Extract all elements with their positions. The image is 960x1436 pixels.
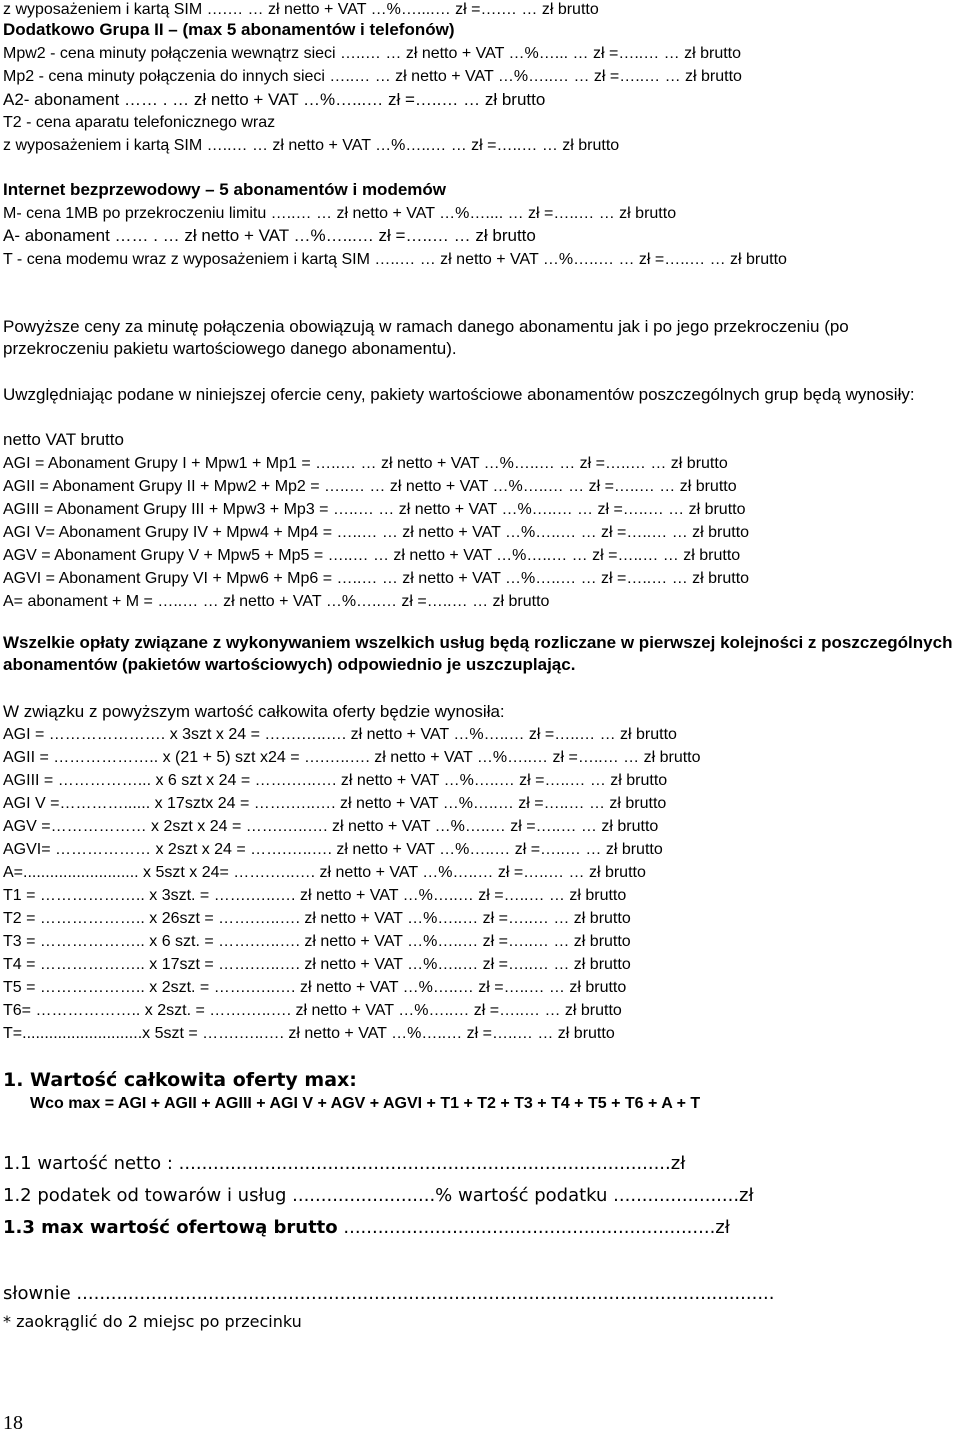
rounding-note: * zaokrąglić do 2 miejsc po przecinku: [3, 1312, 302, 1331]
sim-line: z wyposażeniem i kartą SIM ….… … zł netto + VAT …%…....… zł =….… … zł brutto: [3, 1, 599, 18]
packages-paragraph: Uwzględniając podane w niniejszej ofercie ceny, pakiety wartościowe abonamentów poszczególnych grup będą wynosiły:: [3, 385, 915, 404]
prices-paragraph: Powyższe ceny za minutę połączenia obowiązują w ramach danego abonamentu jak i po jego przekroczeniu (po przekroczeniu pakietu wartościowego danego abonamentu).: [3, 317, 849, 358]
total-row: A=.......................... x 5szt x 24= …….…..…. zł netto + VAT …%…..… zł =…..… … zł brutto: [3, 864, 646, 881]
gross-value-line: [3, 1216, 730, 1240]
group-row: AGVI = Abonament Grupy VI + Mpw6 + Mp6 = …..… … zł netto + VAT …%…..… … zł =…..… … zł brutto: [3, 570, 750, 587]
internet-m-line: M- cena 1MB po przekroczeniu limitu …..… … zł netto + VAT …%….... … zł =…..… … zł brutto: [3, 205, 677, 222]
netto-vat-brutto: netto VAT brutto: [3, 430, 124, 449]
section-1-heading: 1. Wartość całkowita oferty max:: [3, 1069, 357, 1091]
total-row: T5 = ……………….. x 2szt. = …….…..…. zł netto + VAT …%…..… zł =…..… … zł brutto: [3, 979, 627, 996]
t2-line: T2 - cena aparatu telefonicznego wraz: [3, 114, 276, 131]
group-row: AGIII = Abonament Grupy III + Mpw3 + Mp3 = …..… … zł netto + VAT …%…..… … zł =…..… … zł brutto: [3, 501, 746, 518]
group-row: A= abonament + M = …..… … zł netto + VAT …%…..… zł =…..… … zł brutto: [3, 593, 550, 610]
total-row: T4 = ……………….. x 17szt = …….…..…. zł netto + VAT …%…..… zł =…..… … zł brutto: [3, 956, 631, 973]
mp2-line: Mp2 - cena minuty połączenia do innych sieci …..… … zł netto + VAT …%…..… … zł =…..… … zł brutto: [3, 68, 742, 85]
group-ii-heading: Dodatkowo Grupa II – (max 5 abonamentów i telefonów): [3, 20, 455, 39]
page-number: 18: [3, 1412, 23, 1434]
gross-value-dots: .................................................................zł: [337, 1217, 730, 1238]
internet-a-line: A- abonament …… . … zł netto + VAT …%…...… zł =…..… … zł brutto: [3, 226, 536, 245]
internet-heading: Internet bezprzewodowy – 5 abonamentów i modemów: [3, 180, 447, 199]
total-row: T=...........................x 5szt = …….…..…. zł netto + VAT …%…..… zł =…..… … zł brutto: [3, 1025, 615, 1042]
settlement-paragraph: Wszelkie opłaty związane z wykonywaniem wszelkich usług będą rozliczane w pierwszej kolejności z poszczególnych abonamentów (pakietów wartościowych) odpowiednio je uszczuplając.: [3, 633, 953, 674]
total-row: T1 = ……………….. x 3szt. = …….…..…. zł netto + VAT …%…..… zł =…..… … zł brutto: [3, 887, 627, 904]
wco-formula: Wco max = AGI + AGII + AGIII + AGI V + AGV + AGVI + T1 + T2 + T3 + T4 + T5 + T6 + A + T: [30, 1095, 701, 1112]
total-intro: W związku z powyższym wartość całkowita oferty będzie wynosiła:: [3, 702, 505, 721]
group-row: AGII = Abonament Grupy II + Mpw2 + Mp2 = …..… … zł netto + VAT …%…..… … zł =…..… … zł brutto: [3, 478, 737, 495]
total-row: T3 = ……………….. x 6 szt. = …….…..…. zł netto + VAT …%…..… zł =…..… … zł brutto: [3, 933, 631, 950]
total-row: AGI V =…………...... x 17sztx 24 = …….…..…. zł netto + VAT …%…..… zł =…..… … zł brutto: [3, 795, 667, 812]
gross-value-label: 1.3 max wartość ofertową brutto: [3, 1217, 338, 1238]
total-row: AGII = ……………….. x (21 + 5) szt x24 = ….…..…. zł netto + VAT …%…..… zł =…..… … zł brutto: [3, 749, 701, 766]
total-row: T2 = ……………….. x 26szt = …….…..…. zł netto + VAT …%…..… zł =…..… … zł brutto: [3, 910, 631, 927]
total-row: AGIII = ……………... x 6 szt x 24 = …….…..…. zł netto + VAT …%…..… zł =…..… … zł brutto: [3, 772, 668, 789]
total-row: AGVI= ……………… x 2szt x 24 = …….…..…. zł netto + VAT …%…..… zł =…..… … zł brutto: [3, 841, 663, 858]
total-row: AGI = …………………. x 3szt x 24 = …….…..…. zł netto + VAT …%…..… zł =…..… … zł brutto: [3, 726, 677, 743]
total-row: T6= ……………….. x 2szt. = …….…..…. zł netto + VAT …%…..… zł =…..… … zł brutto: [3, 1002, 622, 1019]
group-row: AGV = Abonament Grupy V + Mpw5 + Mp5 = …..… … zł netto + VAT …%…..… … zł =…..… … zł brutto: [3, 547, 741, 564]
internet-t-line: T - cena modemu wraz z wyposażeniem i kartą SIM …..… … zł netto + VAT …%…..… … zł =…..… … zł brutto: [3, 251, 787, 268]
a2-line: A2- abonament …… . … zł netto + VAT …%…...… zł =…..… … zł brutto: [3, 90, 546, 109]
tax-line: 1.2 podatek od towarów i usług .........................% wartość podatku ......................zł: [3, 1185, 754, 1206]
group-row: AGI = Abonament Grupy I + Mpw1 + Mp1 = …..… … zł netto + VAT …%…..… … zł =…..… … zł brutto: [3, 455, 728, 472]
t2-sim-line: z wyposażeniem i kartą SIM …..… … zł netto + VAT …%…..… … zł =…..… … zł brutto: [3, 137, 620, 154]
slownie-line: słownie ..........................................................................................................................: [3, 1283, 775, 1304]
group-row: AGI V= Abonament Grupy IV + Mpw4 + Mp4 = …..… … zł netto + VAT …%…..… … zł =…..… … zł brutto: [3, 524, 750, 541]
total-row: AGV =……………… x 2szt x 24 = …….…..…. zł netto + VAT …%…..… zł =…..… … zł brutto: [3, 818, 659, 835]
mpw2-line: Mpw2 - cena minuty połączenia wewnątrz sieci …..… … zł netto + VAT …%…... … zł =…..… … zł brutto: [3, 45, 742, 62]
net-value-line: 1.1 wartość netto : ......................................................................................zł: [3, 1153, 686, 1174]
